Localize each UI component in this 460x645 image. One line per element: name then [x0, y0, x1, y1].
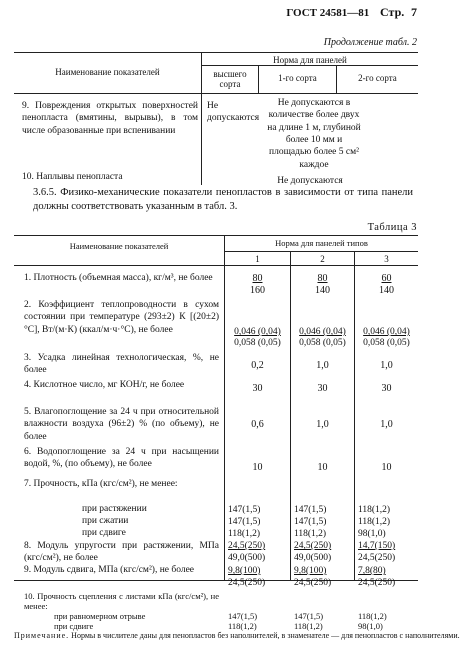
- t3-r10-t2-b: 118(1,2): [294, 621, 323, 632]
- t3-r10-t3-b: 98(1,0): [358, 621, 383, 632]
- t3-r9-t2-num: 9,8(100): [294, 566, 327, 576]
- t3-r2-t1-num: 0,046 (0,04): [234, 327, 281, 337]
- t3-r2-t3-num: 0,046 (0,04): [363, 327, 410, 337]
- t3-r7-t2-a: 147(1,5): [294, 505, 327, 515]
- t3-r1-t2-num: 80: [317, 273, 328, 284]
- t3-r9-t1: [228, 566, 290, 590]
- subcol-first: 1-го сорта: [278, 73, 317, 83]
- t3-r7-t1-b: 147(1,5): [228, 517, 261, 528]
- t3-r6-t2: 10: [317, 462, 328, 473]
- t3-r7-t3-b: 118(1,2): [358, 517, 391, 528]
- t3-type-1: 1: [255, 254, 260, 264]
- t3-r9-t2: [294, 566, 354, 590]
- t3-r10-t3: [358, 611, 418, 631]
- t3-r7-t2-c: 118(1,2): [294, 529, 327, 540]
- t3-r10-t1-a: 147(1,5): [228, 611, 258, 621]
- t3-type-3: 3: [384, 254, 389, 264]
- t3-r10-t1: [228, 611, 290, 631]
- t3-col-norm-header: Норма для панелей типов: [275, 238, 368, 248]
- t3-r4-t2: 30: [317, 383, 328, 394]
- t3-type-2: 2: [320, 254, 325, 264]
- t3-row-3-name: 3. Усадка линейная технологическая, %, не более: [24, 353, 219, 376]
- note-text: Нормы в числителе даны для пенопластов без наполнителей, в знаменателе — для пенопластов с наполнителями.: [71, 631, 460, 640]
- subcol-highest: высшего сорта: [213, 69, 247, 90]
- t3-r8-t1-den: 49,0(500): [228, 552, 266, 563]
- t3-r10-t2-a: 147(1,5): [294, 611, 324, 621]
- t3-r10-t3-a: 118(1,2): [358, 611, 387, 621]
- t3-r1-t3-den: 140: [379, 284, 394, 296]
- table-3: [14, 235, 418, 581]
- t3-r7-compression: при сжатии: [82, 516, 129, 526]
- row-9-highest: Не допускаются: [207, 101, 260, 124]
- t3-r9-t3-num: 7,8(80): [358, 566, 386, 576]
- t3-r4-t3: 30: [381, 383, 392, 394]
- t3-r10-sub: [54, 611, 219, 631]
- t3-r9-t1-den: 24,5(250): [228, 577, 266, 588]
- t3-r7-t1-a: 147(1,5): [228, 505, 261, 515]
- row-10-all: Не допускаются: [277, 176, 343, 186]
- t3-row-7-name: 7. Прочность, кПа (кгс/см²), не менее:: [24, 479, 178, 489]
- t3-row-6-name: 6. Водопоглощение за 24 ч при насыщении водой, %, (по объему), не более: [24, 447, 219, 470]
- t3-r9-t2-den: 24,5(250): [294, 577, 332, 588]
- t3-row-2-name: 2. Коэффициент теплопроводности в сухом состоянии при температуре (293±2) К [(20±2)°С], Вт/(м·К) (ккал/м·ч·°С), не более: [24, 300, 219, 335]
- t3-r5-t2: 1,0: [316, 419, 329, 430]
- subcol-second: 2-го сорта: [358, 73, 397, 83]
- t3-r10-uniform-tear: при равномерном отрыве: [54, 611, 146, 621]
- t3-row-1-name: 1. Плотность (объемная масса), кг/м³, не более: [24, 273, 213, 283]
- note-label: Примечание.: [14, 631, 70, 640]
- row-10-name: 10. Наплывы пенопласта: [22, 172, 123, 182]
- t3-r9-t1-num: 9,8(100): [228, 566, 261, 576]
- t3-r8-t2-num: 24,5(250): [294, 541, 332, 551]
- t3-r8-t3-num: 14,7(150): [358, 541, 396, 551]
- table-2: [14, 52, 418, 185]
- t3-r6-t3: 10: [381, 462, 392, 473]
- page-header: [286, 6, 417, 20]
- t3-r1-t2-den: 140: [315, 284, 330, 296]
- row-9-name: 9. Повреждения открытых поверхностей пенопласта (вмятины, вырывы), в том числе образованные при вспенивании: [22, 101, 198, 136]
- t3-r1-t1-num: 80: [252, 273, 263, 284]
- table-note: [14, 631, 460, 641]
- t3-r3-t3: 1,0: [380, 360, 393, 371]
- t3-r10-t2: [294, 611, 354, 631]
- page-label: Стр.: [380, 5, 405, 19]
- t3-r5-t1: 0,6: [251, 419, 264, 430]
- t3-r2-t2-num: 0,046 (0,04): [299, 327, 346, 337]
- clause-3-6-5: 3.6.5. Физико-механические показатели пенопластов в зависимости от типа панели должны соответствовать указанным в табл. 3.: [33, 187, 413, 212]
- t3-r7-t3-a: 118(1,2): [358, 505, 391, 515]
- t3-r7-t1-c: 118(1,2): [228, 529, 261, 540]
- t3-r2-t3-den: 0,058 (0,05): [363, 337, 410, 348]
- t3-r3-t2: 1,0: [316, 360, 329, 371]
- table-3-caption: Таблица 3: [367, 222, 417, 233]
- t3-r3-t1: 0,2: [251, 360, 264, 371]
- t3-r7-t3-c: 98(1,0): [358, 529, 386, 540]
- t3-r10-shear: при сдвиге: [54, 621, 94, 632]
- t3-row-9-name: 9. Модуль сдвига, МПа (кгс/см²), не более: [24, 565, 195, 575]
- t3-r10-t1-b: 118(1,2): [228, 621, 257, 632]
- col-indicator-header: Наименование показателей: [55, 67, 160, 77]
- standard-number: ГОСТ 24581—81: [286, 7, 370, 19]
- t3-r8-t1-num: 24,5(250): [228, 541, 266, 551]
- t3-row-4-name: 4. Кислотное число, мг КОН/г, не более: [24, 380, 185, 390]
- t3-r8-t2-den: 49,0(500): [294, 552, 332, 563]
- t3-r7-shear: при сдвиге: [82, 528, 126, 538]
- col-norm-header: Норма для панелей: [273, 55, 347, 65]
- t3-col-indicator-header: Наименование показателей: [69, 241, 169, 251]
- t3-r2-t1-den: 0,058 (0,05): [234, 337, 281, 348]
- t3-row-5-name: 5. Влагопоглощение за 24 ч при относительной влажности воздуха (96±2) % (по объему), не более: [24, 407, 219, 442]
- table-continuation-label: Продолжение табл. 2: [323, 37, 417, 48]
- t3-r9-t3: [358, 566, 418, 590]
- t3-r8-t3-den: 24,5(250): [358, 552, 396, 563]
- t3-r1-t1-den: 160: [250, 284, 265, 296]
- t3-r1-t3-num: 60: [381, 273, 392, 284]
- t3-r7-t2-b: 147(1,5): [294, 517, 327, 528]
- t3-r6-t1: 10: [252, 462, 263, 473]
- t3-r5-t3: 1,0: [380, 419, 393, 430]
- t3-r9-t3-den: 24,5(250): [358, 577, 396, 588]
- t3-row-10-name: 10. Прочность сцепления с листами кПа (кгс/см²), не менее:: [24, 591, 219, 612]
- t3-r4-t1: 30: [252, 383, 263, 394]
- page-number: 7: [411, 5, 417, 19]
- row-9-first-second: Не допускаются в количестве более двух на длине 1 м, глубиной более 10 мм и площадью более 5 см² каждое: [267, 98, 361, 170]
- t3-row-8-name: 8. Модуль упругости при растяжении, МПа (кгс/см²), не более: [24, 541, 219, 564]
- t3-r2-t2-den: 0,058 (0,05): [299, 337, 346, 348]
- t3-r7-tension: при растяжении: [82, 504, 147, 514]
